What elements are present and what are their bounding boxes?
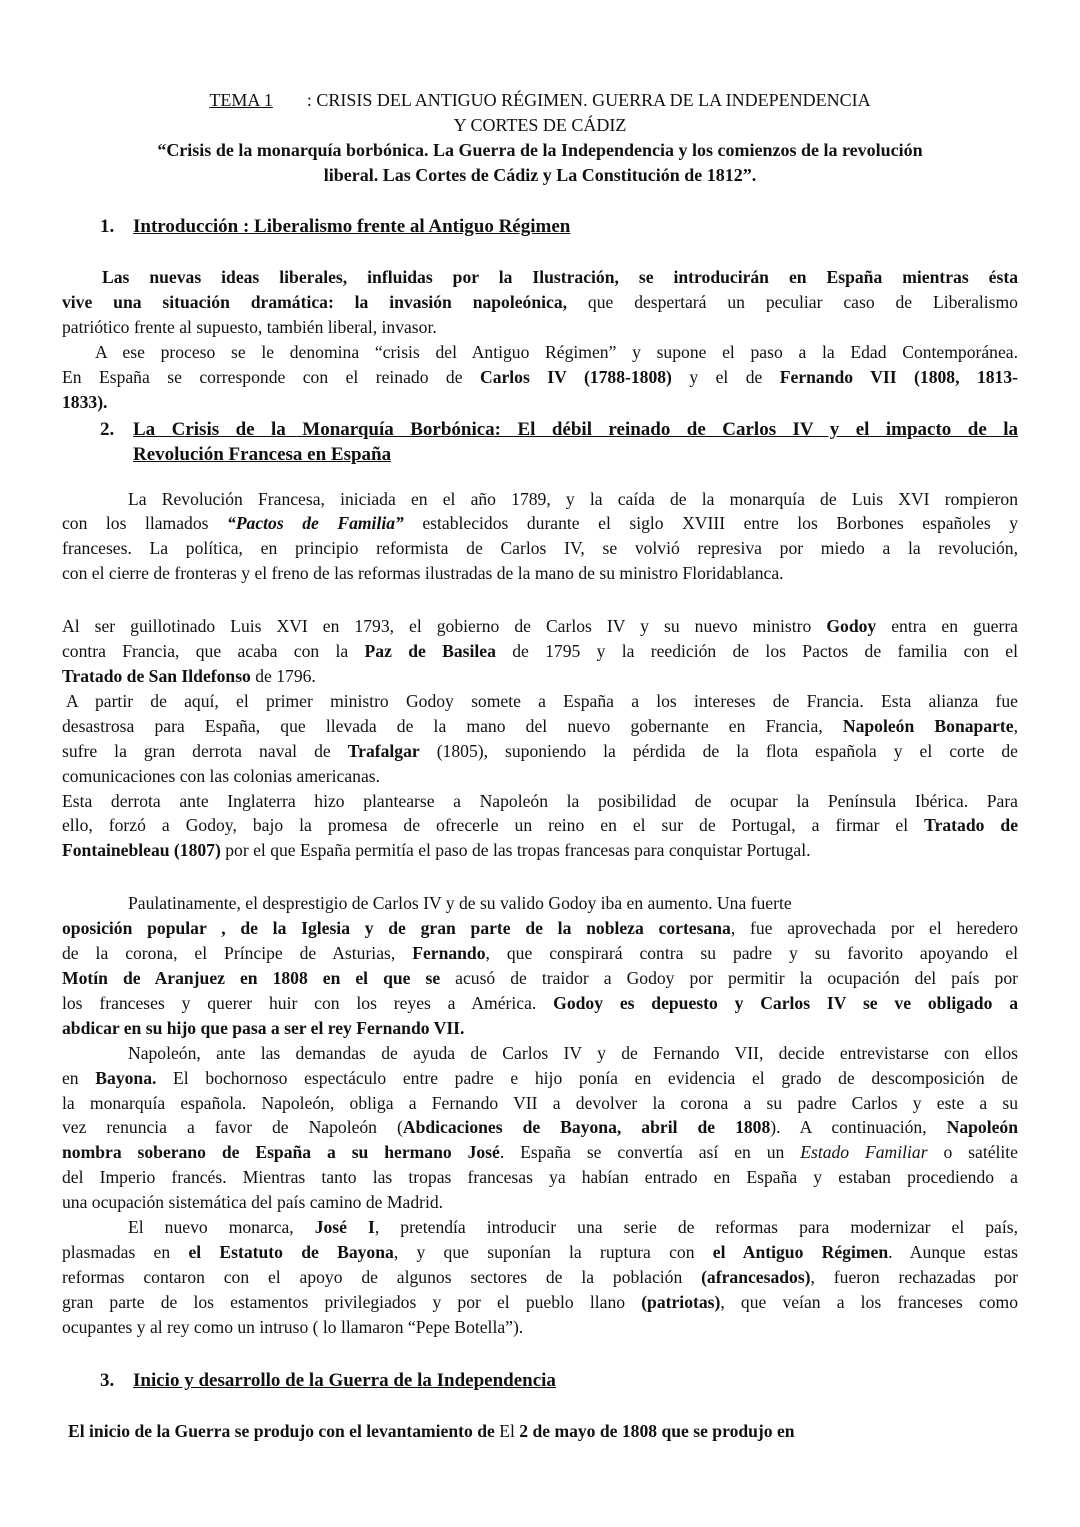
bold-text: vive una situación dramática: la invasión napoleónica,: [62, 292, 568, 313]
text-run: sufre la gran derrota naval de: [62, 740, 348, 761]
text-line: [62, 1290, 1018, 1315]
document-subtitle-line: “Crisis de la monarquía borbónica. La Guerra de la Independencia y los comienzos de la revolución: [157, 139, 923, 160]
text-run: Paulatinamente, el desprestigio de Carlos IV y de su valido Godoy iba en aumento. Una fuerte: [128, 893, 792, 914]
text-run: con los llamados: [62, 513, 228, 534]
text-run: ). A continuación,: [770, 1117, 947, 1138]
text-run: plasmadas en: [62, 1241, 189, 1262]
text-line: [62, 714, 1018, 739]
text-run: A partir de aquí, el primer ministro Godoy somete a España a los intereses de Francia. Esta alianza fue: [66, 690, 1018, 711]
text-line: [62, 511, 1018, 536]
text-line: [62, 561, 1018, 586]
paragraph: [62, 1419, 1018, 1444]
text-line: [62, 764, 1018, 789]
bold-text: Paz de Basilea: [364, 641, 496, 662]
bold-text: Fontainebleau (1807): [62, 840, 221, 861]
text-run: Esta derrota ante Inglaterra hizo plantearse a Napoleón la posibilidad de ocupar la Península Ibérica. Para: [62, 790, 1018, 811]
bold-text: 1833).: [62, 391, 108, 412]
text-run: , pretendía introducir una serie de reformas para modernizar el país,: [374, 1217, 1018, 1238]
text-run: por el que España permitía el paso de las tropas francesas para conquistar Portugal.: [220, 840, 811, 861]
bold-text: Napoleón: [946, 1117, 1018, 1138]
paragraph: [62, 265, 1018, 340]
text-line: [62, 639, 1018, 664]
text-line: [62, 340, 1018, 365]
section-heading-text: [133, 417, 1018, 468]
bold-text: Napoleón Bonaparte: [842, 715, 1014, 736]
text-run: de 1795 y la reedición de los Pactos de familia con el: [495, 641, 1019, 662]
text-run: , y que suponían la ruptura con: [393, 1241, 713, 1262]
bold-text: José I: [314, 1217, 375, 1238]
text-run: La Revolución Francesa, iniciada en el año 1789, y la caída de la monarquía de Luis XVI rompieron: [128, 488, 1018, 509]
text-run: El nuevo monarca,: [128, 1217, 315, 1238]
bold-text: Las nuevas ideas liberales, influidas por la Ilustración, se introducirán en España mientras ésta: [102, 267, 1018, 288]
text-line: [62, 813, 1018, 838]
text-line: [62, 689, 1018, 714]
bold-text: (afrancesados): [701, 1266, 811, 1287]
text-line: [62, 487, 1018, 512]
bold-text: Fernando VII (1808, 1813-: [779, 366, 1018, 387]
text-run: Napoleón, ante las demandas de ayuda de Carlos IV y de Fernando VII, decide entrevistarse con ellos: [128, 1042, 1018, 1063]
paragraph: [62, 689, 1018, 789]
text-line: [62, 1041, 1018, 1066]
bold-text: (patriotas): [641, 1291, 721, 1312]
paragraph: [62, 789, 1018, 864]
section-2: [62, 417, 1018, 1340]
bold-text: Godoy: [826, 616, 877, 637]
text-run: gran parte de los estamentos privilegiados y por el pueblo llano: [62, 1291, 642, 1312]
document-page: [62, 88, 1018, 1444]
paragraph: [62, 614, 1018, 689]
text-run: patriótico frente al supuesto, también liberal, invasor.: [62, 316, 437, 337]
section-number: 3.: [100, 1369, 115, 1391]
paragraph: [62, 1215, 1018, 1340]
text-line: [62, 1419, 1018, 1444]
paragraph: [62, 487, 1018, 587]
text-run: vez renuncia a favor de Napoleón (: [62, 1117, 403, 1138]
text-run: contra Francia, que acaba con la: [62, 641, 365, 662]
text-line: [62, 1265, 1018, 1290]
bold-text: nombra soberano de España a su hermano José: [62, 1142, 500, 1163]
text-line: [62, 664, 1018, 689]
text-run: entra en guerra: [876, 616, 1018, 637]
document-title: : CRISIS DEL ANTIGUO RÉGIMEN. GUERRA DE LA INDEPENDENCIA: [306, 90, 871, 110]
bold-text: Fernando: [412, 943, 486, 964]
text-run: , que veían a los franceses como: [720, 1291, 1018, 1312]
text-run: o satélite: [927, 1142, 1018, 1163]
text-run: que despertará un peculiar caso de Liberalismo: [567, 292, 1018, 313]
document-subtitle-line: liberal. Las Cortes de Cádiz y La Constitución de 1812”.: [323, 164, 757, 185]
text-run: los franceses y querer huir con los reyes a América.: [62, 992, 554, 1013]
text-line: [62, 891, 1018, 916]
bold-text: El inicio de la Guerra se produjo con el levantamiento de: [68, 1421, 500, 1442]
text-run: de 1796.: [250, 666, 316, 686]
text-line: [62, 1215, 1018, 1240]
text-run: en: [62, 1067, 96, 1088]
text-run: Al ser guillotinado Luis XVI en 1793, el gobierno de Carlos IV y su nuevo ministro: [62, 616, 827, 637]
bold-text: Tratado de San Ildefonso: [62, 666, 251, 686]
text-run: una ocupación sistemática del país camino de Madrid.: [62, 1192, 444, 1213]
bold-text: el Antiguo Régimen: [712, 1241, 889, 1262]
text-run: franceses. La política, en principio reformista de Carlos IV, se volvió represiva por miedo a la revolución,: [62, 538, 1018, 559]
text-line: [62, 536, 1018, 561]
text-line: [62, 916, 1018, 941]
text-line: [62, 789, 1018, 814]
tema-label: TEMA 1: [209, 90, 273, 110]
section-heading: [62, 214, 1018, 240]
text-line: [62, 966, 1018, 991]
italic-text: Estado Familiar: [800, 1142, 928, 1163]
bold-text: Motín de Aranjuez en 1808 en el que se: [62, 967, 441, 988]
text-line: [62, 941, 1018, 966]
bold-text: abdicar en su hijo que pasa a ser el rey Fernando VII.: [62, 1017, 465, 1038]
text-line: [62, 365, 1018, 390]
section-heading-line: Inicio y desarrollo de la Guerra de la Independencia: [133, 1369, 556, 1391]
text-line: [62, 1115, 1018, 1140]
text-line: [62, 1190, 1018, 1215]
section-number: 2.: [100, 418, 115, 440]
text-run: , fue aprovechada por el heredero: [730, 918, 1018, 939]
text-run: ocupantes y al rey como un intruso ( lo llamaron “Pepe Botella”).: [62, 1316, 524, 1337]
bold-text: que se produjo en: [657, 1421, 795, 1442]
document-title-line-2: Y CORTES DE CÁDIZ: [453, 114, 627, 135]
text-line: [62, 991, 1018, 1016]
text-run: (1805), suponiendo la pérdida de la flota española y el corte de: [419, 740, 1018, 761]
document-title-line-1: [62, 88, 1018, 113]
text-run: acusó de traidor a Godoy por permitir la ocupación del país por: [440, 967, 1018, 988]
text-line: [62, 1165, 1018, 1190]
paragraph: [62, 1041, 1018, 1215]
text-line: [62, 390, 1018, 415]
text-run: ,: [1013, 715, 1018, 736]
text-run: del Imperio francés. Mientras tanto las tropas francesas ya habían entrado en España y estaban procediendo a: [62, 1167, 1018, 1188]
section-number: 1.: [100, 215, 115, 237]
bold-text: 2 de mayo de 1808: [519, 1421, 658, 1442]
text-run: la monarquía española. Napoleón, obliga a Fernando VII a devolver la corona a su padre Carlos y este a su: [62, 1092, 1018, 1113]
section-heading: [62, 417, 1018, 468]
text-run: . Aunque estas: [888, 1241, 1018, 1262]
section-heading-text: [133, 214, 1018, 240]
section-heading-line: Revolución Francesa en España: [133, 444, 392, 466]
text-line: [62, 1016, 1018, 1041]
section-heading-line: La Crisis de la Monarquía Borbónica: El débil reinado de Carlos IV y el impacto de la: [133, 418, 1018, 440]
bold-text: Trafalgar: [347, 740, 420, 761]
text-run: . España se convertía así en un: [499, 1142, 801, 1163]
text-run: desastrosa para España, que llevada de la mano del nuevo gobernante en Francia,: [62, 715, 843, 736]
sections: [62, 214, 1018, 1444]
text-line: [62, 265, 1018, 290]
text-run: y el de: [671, 366, 780, 387]
text-run: con el cierre de fronteras y el freno de las reformas ilustradas de la mano de su ministro Floridablanca.: [62, 563, 784, 584]
text-line: [62, 1066, 1018, 1091]
text-line: [62, 315, 1018, 340]
section-heading-text: [133, 1368, 1018, 1394]
text-run: El bochornoso espectáculo entre padre e hijo ponía en evidencia el grado de descomposición de: [156, 1067, 1018, 1088]
text-run: El: [499, 1421, 520, 1442]
section-3: [62, 1368, 1018, 1444]
paragraph: [62, 891, 1018, 1040]
text-line: [62, 1091, 1018, 1116]
bold-text: Abdicaciones de Bayona, abril de 1808: [402, 1117, 771, 1138]
text-run: , fueron rechazadas por: [810, 1266, 1018, 1287]
text-run: , que conspirará contra su padre y su favorito apoyando el: [485, 943, 1018, 964]
bold-text: oposición popular , de la Iglesia y de gran parte de la nobleza cortesana: [62, 918, 731, 939]
section-heading-line: Introducción : Liberalismo frente al Antiguo Régimen: [133, 215, 571, 237]
text-line: [62, 614, 1018, 639]
bold-text: Tratado de: [924, 815, 1019, 836]
text-run: de la corona, el Príncipe de Asturias,: [62, 943, 413, 964]
paragraph: [62, 340, 1018, 415]
text-line: [62, 838, 1018, 863]
text-line: [62, 290, 1018, 315]
text-run: reformas contaron con el apoyo de algunos sectores de la población: [62, 1266, 702, 1287]
section-heading: [62, 1368, 1018, 1394]
text-run: En España se corresponde con el reinado de: [62, 366, 480, 387]
text-run: ello, forzó a Godoy, bajo la promesa de ofrecerle un reino en el sur de Portugal, a firmar el: [62, 815, 925, 836]
text-line: [62, 1315, 1018, 1340]
text-run: comunicaciones con las colonias americanas.: [62, 765, 381, 786]
section-1: [62, 214, 1018, 415]
text-run: establecidos durante el siglo XVIII entre los Borbones españoles y: [403, 513, 1018, 534]
bold-text: Bayona.: [95, 1067, 157, 1088]
text-line: [62, 1240, 1018, 1265]
bold-text: Godoy es depuesto y Carlos IV se ve obligado a: [553, 992, 1019, 1013]
text-line: [62, 739, 1018, 764]
bold-text: el Estatuto de Bayona: [188, 1241, 394, 1262]
text-line: [62, 1140, 1018, 1165]
bold-text: Carlos IV (1788-1808): [479, 366, 672, 387]
bold-text: “Pactos de Familia”: [227, 513, 404, 534]
text-run: A ese proceso se le denomina “crisis del Antiguo Régimen” y supone el paso a la Edad Contemporánea.: [95, 341, 1018, 362]
